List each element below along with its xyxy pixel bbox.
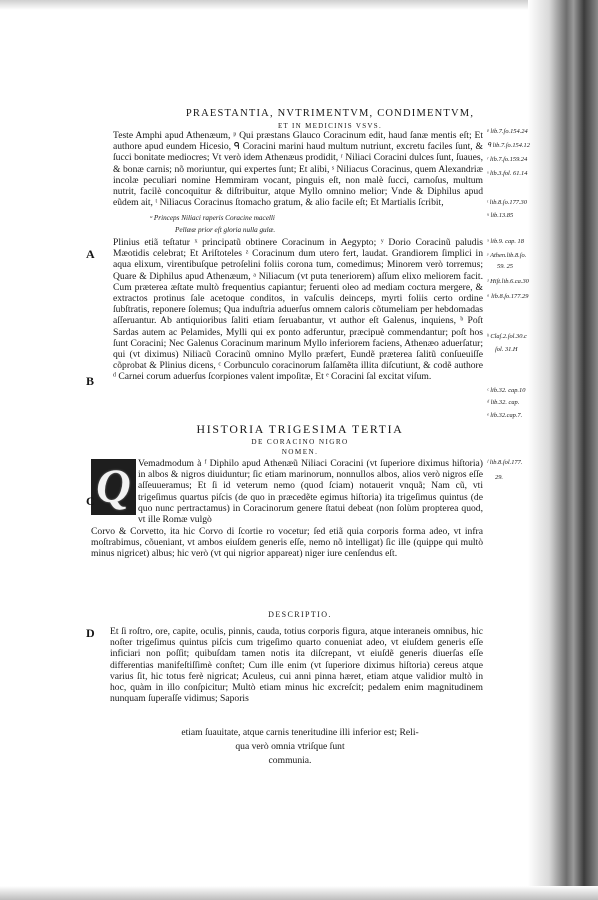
margin-note: ᶜ lib.32. cap.10	[487, 387, 526, 394]
margin-note: ᵃ lib.8.ſo.177.29	[487, 293, 529, 300]
margin-note: ʸ Athen.lib.8.ſo.	[487, 252, 527, 259]
margin-note: 59. 25	[497, 263, 513, 270]
page-gutter-edge	[528, 0, 598, 900]
margin-note: ᵖ lib.7.ſo.154.24	[487, 128, 528, 135]
margin-note: ᵗ lib.8.ſo.177.30	[487, 199, 527, 206]
margin-letter-c: C	[86, 494, 95, 508]
margin-note: 29.	[495, 474, 503, 481]
margin-note: ʳ lib.7.ſo.159.24	[487, 156, 528, 163]
descriptio-paragraph: Et ſi roſtro, ore, capite, oculis, pinnis, cauda, totius corporis figura, atque interaneis omnibus, hic noſter trigeſimus quintus piſcis cum trigeſimo quarto conueniat adeo, vt eiuſdem generis eſſe inficiari non poſſit; quibuſdam tamen notis ita diſcrepant, vt eiuſdẽ generis diuerſas eſſe differentias manifeſtiſſimè conſtet; Cum ille enim (vt ſuperiore diximus hiſtoria) cereus atque varius ſit, hic totus ferè nigricat; Aculeus, cui anni pinna hæret, etiam atque validior multò in hoc, quàm in illo conſpicitur; Multò etiam minus hic excreſcit; pedalem enim magnitudinem nunquam ſuperaſſe vidimus; Saporis	[110, 626, 483, 705]
margin-note: ᑫ lib.7.ſo.154.12	[487, 142, 530, 149]
chapter-subtitle: DE CORACINO NIGRO	[251, 438, 349, 446]
martial-verse-line-2: Pellææ prior eſt gloria nulla gulæ.	[175, 226, 276, 234]
margin-letter-a: A	[86, 247, 95, 261]
nomen-heading: NOMEN.	[281, 448, 319, 456]
margin-note: ᵈ lib.32. cap.	[487, 399, 520, 406]
nomen-paragraph-indented: Vemadmodum à ᶠ Diphilo apud Athenæũ Niliaci Coracini (vt ſuperiore diximus hiſtoria) in albos & nigros diuiduntur; ſic etiam marinorum, nonnullos albos, alios verò nigros eſſe aſſeuueramus; Et ſi id veterum nemo (quod ſciam) notauerit vnquã; Nam cũ, vti trigeſimus quartus piſcis (de quo in præcedẽte egimus hiſtoria) ita trigeſimus quintus (de quo nunc pertractamus) in Coracinorum genere ſtatui debeat (non ſolùm propterea quod, vt ille Romæ vulgò	[138, 458, 483, 526]
margin-note: ˢ lib.3.fol. 61.14	[487, 170, 528, 177]
margin-note: ˣ lib.9. cap. 18	[487, 238, 524, 245]
drop-cap-letter: Q	[96, 460, 131, 513]
margin-note: ᵉ lib.32.cap.7.	[487, 412, 523, 419]
running-title: PRAESTANTIA, NVTRIMENTVM, CONDIMENTVM,	[185, 108, 475, 119]
chapter-title: HISTORIA TRIGESIMA TERTIA	[196, 422, 404, 436]
descriptio-tail-line-1: etiam ſuauitate, atque carnis teneritudine illi inferior est; Reli-	[181, 727, 419, 738]
descriptio-tail-line-3: communia.	[268, 755, 312, 766]
nomen-paragraph-rest: Corvo & Corvetto, ita hic Corvo di ſcortie ro vocetur; ſed etiã quia corporis forma adeo, vt infra moſtrabimus, cõueniant, vt ambos eiuſdem generis eſſe, nemo nõ intelligat) ſic ille (quippe qui multò minus nigricet) albus; hic verò (vt qui nigrior appareat) niger iure cenſendus eſt.	[91, 526, 483, 560]
running-subtitle: ET IN MEDICINIS VSVS.	[277, 122, 383, 130]
margin-note: ᵇ Claſ.2.ſol.30.c	[487, 333, 527, 340]
margin-note: ᵘ lib.13.85	[487, 212, 514, 219]
paragraph-plinius: Plinius etiã teſtatur ˣ principatũ obtinere Coracinum in Aegypto; ʸ Dorio Coracinũ paludis Mæotidis celebrat; Et Ariſtoteles ᶻ Coracinum dum utero fert, laudat. Grandiorem ſimplici in aqua elixum, virentibuſque petroſelini foliis corona tum, comedimus; Minorem verò torremus; Quare & Diphilus apud Athenæum, ᵃ Niliacum (vt puta teneriorem) aſſum elixo meliorem facit. Cum præterea æſtate multò frequentius capiantur; feruenti oleo ad mediam coctura mergere, & extractos protinus ſale acetoque conditos, in vaſculis deinceps, myrti foliis certo ordine ſubſtratis, reponere ſolemus; Qua induſtria aduerſus omnem caloris cõtumeliam per hebdomadas aſſeruantur. Ab antiquioribus ſaliti etiam ſeruabantur, vt author eſt Galenus, inquiens, ᵇ Poſt Sardas autem ac Pelamides, Mylli qui ex ponto adferuntur, præcipuè commendantur; poſt hos ſunt Coracini; Nec Galenus Coracinum marinum Myllo inferiorem faciens, Athenæo aduerſatur; qui (vt diximus) Niliacũ Coracinũ omnino Myllo præfert, Eundẽ præterea ſalitũ conſueuiſſe cõprobat & Plinius dicens, ᶜ Corbunculo coracinorum ſalſamẽta illita diſcutiunt, & codẽ authore ᵈ Carnei corum aduerſus ſcorpiones valent impoſitæ, Et ᵉ Coracini ſal excitat viſum.	[113, 237, 483, 383]
margin-note: ᶻ Hiſt.lib.6.ca.30	[487, 278, 529, 285]
scan-bottom-shadow	[0, 886, 598, 900]
paragraph-amphi: Teste Amphi apud Athenæum, ᵖ Qui præstans Glauco Coracinum edit, haud ſanæ mentis eſt; Et authore apud eundem Hicesio, ᑫ Coracini marini haud multum nutriunt, excretu faciles ſunt, & ſucci bonitate mediocres; Vt verò idem Athenæus prodidit, ʳ Niliaci Coracini dulces ſunt, ſuaues, & bonæ carnis; nõ moriuntur, qui expertes ſunt; Et alibi, ˢ Niliacus Coracinus, quem Alexandriæ incolæ peculiari nomine Hemmiram vocant, pinguis eſt, non malè ſucci, carnoſus, multum nutrit, facilè concoquitur & diſtribuitur, atque Myllo omnino melior; Vnde & Diphilus apud eũdem ait, ᵗ Niliacus Coracinus ſtomacho gratum, & alio facile eſt; Et Martialis ſcribit,	[113, 130, 483, 209]
margin-note: ſol. 31.H	[495, 346, 518, 353]
margin-letter-b: B	[86, 374, 95, 388]
margin-note: ᶠ lib.8.ſol.177.	[487, 459, 523, 466]
scan-top-shadow	[0, 0, 598, 10]
descriptio-heading: DESCRIPTIO.	[268, 610, 332, 619]
martial-verse-line-1: ᵘ Princeps Niliaci raperis Coracine macelli	[150, 214, 275, 222]
descriptio-tail-line-2: qua verò omnia vtriſque ſunt	[235, 741, 345, 752]
margin-letter-d: D	[86, 626, 95, 640]
ornamental-drop-cap	[91, 459, 136, 515]
